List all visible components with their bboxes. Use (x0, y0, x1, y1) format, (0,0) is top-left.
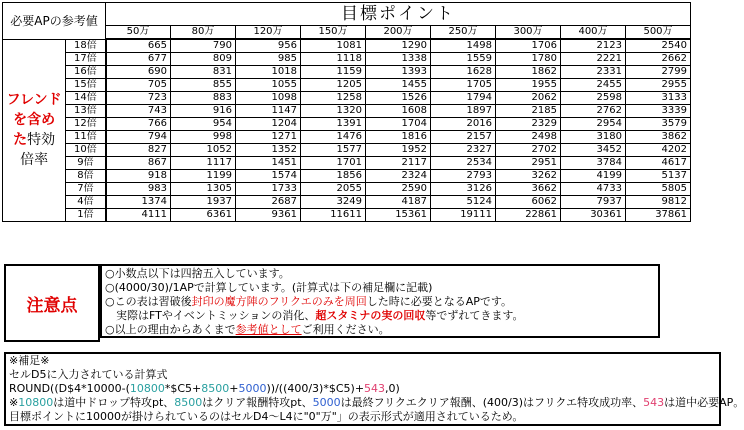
row-multiplier: 8倍 (66, 170, 106, 183)
table-cell: 7937 (561, 196, 626, 209)
table-cell: 2455 (561, 79, 626, 92)
table-cell: 1955 (496, 79, 561, 92)
supp4-g: は最終フリクエクリア報酬、(400/3)はフリクエ特攻成功率、 (340, 396, 644, 409)
column-header: 300万 (496, 26, 561, 40)
table-cell: 3862 (626, 131, 691, 144)
row-multiplier: 18倍 (66, 39, 106, 53)
table-cell: 9361 (236, 209, 301, 222)
table-row (3, 209, 691, 222)
table-cell: 2123 (561, 39, 626, 53)
notice-title: 注意点 (26, 295, 78, 316)
table-row (3, 183, 691, 196)
table-cell: 2329 (496, 118, 561, 131)
table-cell: 2951 (496, 157, 561, 170)
supp4-c: は道中ドロップ特攻pt、 (53, 396, 175, 409)
table-cell: 766 (106, 118, 171, 131)
table-cell: 743 (106, 105, 171, 118)
row-multiplier: 10倍 (66, 144, 106, 157)
table-cell: 1526 (366, 92, 431, 105)
table-cell: 1559 (431, 53, 496, 66)
table-cell: 1706 (496, 39, 561, 53)
notice-line-5-a: ○以上の理由からあくまで (105, 323, 236, 336)
table-cell: 2534 (431, 157, 496, 170)
table-cell: 1393 (366, 66, 431, 79)
notice-line-5 (105, 323, 655, 337)
table-cell: 2799 (626, 66, 691, 79)
table-cell: 1701 (301, 157, 366, 170)
table-cell: 1574 (236, 170, 301, 183)
table-cell: 2590 (366, 183, 431, 196)
notice-line-3 (105, 295, 655, 309)
notice-text-box (100, 264, 660, 338)
row-multiplier: 17倍 (66, 53, 106, 66)
row-multiplier: 9倍 (66, 157, 106, 170)
row-multiplier: 1倍 (66, 209, 106, 222)
formula-c: *$C5+ (164, 382, 202, 395)
table-cell: 1577 (301, 144, 366, 157)
table-cell: 1018 (236, 66, 301, 79)
table-cell: 827 (106, 144, 171, 157)
table-row (3, 131, 691, 144)
table-cell: 5124 (431, 196, 496, 209)
side-label-line2: を含め (13, 112, 56, 129)
table-cell: 1052 (171, 144, 236, 157)
table-cell: 1374 (106, 196, 171, 209)
formula-a: ROUND((D$4*10000-( (9, 382, 130, 395)
table-cell: 3133 (626, 92, 691, 105)
table-cell: 2324 (366, 170, 431, 183)
table-cell: 1098 (236, 92, 301, 105)
table-cell: 3249 (301, 196, 366, 209)
table-cell: 983 (106, 183, 171, 196)
notice-line-1: ○小数点以下は四捨五入しています。 (105, 267, 290, 280)
table-cell: 37861 (626, 209, 691, 222)
supplement-line-2: セルD5に入力されている計算式 (9, 368, 168, 381)
table-cell: 855 (171, 79, 236, 92)
formula-f: 5000 (238, 382, 267, 395)
table-cell: 690 (106, 66, 171, 79)
table-cell: 2955 (626, 79, 691, 92)
row-multiplier: 15倍 (66, 79, 106, 92)
side-label-line3-black: 特効 (27, 132, 56, 149)
table-cell: 3180 (561, 131, 626, 144)
notice-line-5-b: 参考値として (235, 323, 302, 336)
table-cell: 4202 (626, 144, 691, 157)
column-header: 120万 (236, 26, 301, 40)
ap-reference-table (2, 2, 691, 222)
table-row (3, 118, 691, 131)
table-cell: 11611 (301, 209, 366, 222)
table-cell: 4199 (561, 170, 626, 183)
table-cell: 1290 (366, 39, 431, 53)
table-cell: 3784 (561, 157, 626, 170)
supp4-d: 8500 (174, 396, 203, 409)
table-cell: 1628 (431, 66, 496, 79)
table-row (3, 53, 691, 66)
table-row (3, 92, 691, 105)
notice-line-5-c: ご利用ください。 (301, 323, 390, 336)
column-header: 50万 (106, 26, 171, 40)
table-row (3, 196, 691, 209)
side-label-line3-red: た (13, 132, 28, 149)
corner-label: 必要APの参考値 (3, 3, 106, 40)
notice-line-4-c: 等でずれてきます。 (425, 309, 524, 322)
table-cell: 30361 (561, 209, 626, 222)
supplement-formula (9, 382, 716, 396)
table-cell: 831 (171, 66, 236, 79)
table-cell: 916 (171, 105, 236, 118)
row-multiplier: 11倍 (66, 131, 106, 144)
table-cell: 4617 (626, 157, 691, 170)
table-cell: 998 (171, 131, 236, 144)
table-cell: 790 (171, 39, 236, 53)
table-cell: 1271 (236, 131, 301, 144)
table-cell: 3262 (496, 170, 561, 183)
table-cell: 2662 (626, 53, 691, 66)
notice-line-4-b: 超スタミナの実の回収 (315, 309, 426, 322)
table-cell: 1305 (171, 183, 236, 196)
table-cell: 1608 (366, 105, 431, 118)
table-cell: 3126 (431, 183, 496, 196)
formula-b: 10800 (129, 382, 165, 395)
table-cell: 4111 (106, 209, 171, 222)
multiplier-side-label (3, 39, 66, 222)
table-cell: 954 (171, 118, 236, 131)
table-cell: 1258 (301, 92, 366, 105)
supplement-line-1: ※補足※ (9, 354, 50, 367)
table-cell: 1780 (496, 53, 561, 66)
table-cell: 1937 (171, 196, 236, 209)
table-cell: 2055 (301, 183, 366, 196)
table-cell: 2793 (431, 170, 496, 183)
table-cell: 1338 (366, 53, 431, 66)
supplement-line-5: 目標ポイントに10000が掛けられているのはセルD4～L4に"0"万"」の表示形式が適用されているため。 (9, 410, 524, 423)
table-cell: 6361 (171, 209, 236, 222)
side-label-line4: 倍率 (20, 152, 49, 169)
supp4-e: はクリア報酬特攻pt、 (202, 396, 313, 409)
table-cell: 1498 (431, 39, 496, 53)
table-cell: 723 (106, 92, 171, 105)
table-cell: 3339 (626, 105, 691, 118)
table-cell: 2540 (626, 39, 691, 53)
table-cell: 1476 (301, 131, 366, 144)
table-cell: 1055 (236, 79, 301, 92)
formula-g: ))/((400/3)*$C5)+ (266, 382, 365, 395)
supp4-f: 5000 (312, 396, 341, 409)
table-cell: 1733 (236, 183, 301, 196)
table-cell: 1897 (431, 105, 496, 118)
table-cell: 1391 (301, 118, 366, 131)
supp4-a: ※ (9, 396, 19, 409)
formula-i: ,0) (385, 382, 400, 395)
table-cell: 794 (106, 131, 171, 144)
table-cell: 2117 (366, 157, 431, 170)
table-cell: 2687 (236, 196, 301, 209)
table-cell: 2598 (561, 92, 626, 105)
table-cell: 1952 (366, 144, 431, 157)
table-cell: 2702 (496, 144, 561, 157)
table-cell: 3579 (626, 118, 691, 131)
column-header: 400万 (561, 26, 626, 40)
column-header: 80万 (171, 26, 236, 40)
notice-title-box (4, 264, 100, 342)
table-row (3, 39, 691, 53)
table-cell: 3662 (496, 183, 561, 196)
table-cell: 15361 (366, 209, 431, 222)
supplement-line-4 (9, 396, 744, 410)
notice-line-4 (105, 309, 655, 323)
table-cell: 956 (236, 39, 301, 53)
table-cell: 2762 (561, 105, 626, 118)
table-cell: 867 (106, 157, 171, 170)
table-title: 目標ポイント (106, 3, 691, 26)
table-cell: 918 (106, 170, 171, 183)
table-cell: 809 (171, 53, 236, 66)
notice-line-3-a: ○この表は習破後 (105, 295, 192, 308)
row-multiplier: 4倍 (66, 196, 106, 209)
table-cell: 5805 (626, 183, 691, 196)
notice-line-3-c: した時に必要となるAPです。 (366, 295, 513, 308)
table-cell: 1205 (301, 79, 366, 92)
row-multiplier: 14倍 (66, 92, 106, 105)
row-multiplier: 13倍 (66, 105, 106, 118)
table-cell: 1081 (301, 39, 366, 53)
table-cell: 2016 (431, 118, 496, 131)
table-cell: 1816 (366, 131, 431, 144)
table-cell: 2221 (561, 53, 626, 66)
table-cell: 1118 (301, 53, 366, 66)
table-cell: 1704 (366, 118, 431, 131)
table-cell: 883 (171, 92, 236, 105)
table-cell: 1352 (236, 144, 301, 157)
table-cell: 1159 (301, 66, 366, 79)
supp4-b: 10800 (18, 396, 54, 409)
table-cell: 2954 (561, 118, 626, 131)
notice-line-4-a: 実際はFTやイベントミッションの消化、 (105, 309, 316, 322)
side-label-line1: フレンド (6, 92, 62, 109)
table-cell: 2327 (431, 144, 496, 157)
notice-line-2: ○(4000/30)/1APで計算しています。(計算式は下の補足欄に記載) (105, 281, 433, 294)
table-cell: 5137 (626, 170, 691, 183)
supp4-h: 543 (643, 396, 665, 409)
supp4-i: は道中必要AP。 (664, 396, 744, 409)
table-cell: 1862 (496, 66, 561, 79)
table-cell: 1794 (431, 92, 496, 105)
table-row (3, 66, 691, 79)
table-cell: 2062 (496, 92, 561, 105)
table-row (3, 144, 691, 157)
table-row (3, 170, 691, 183)
table-cell: 2331 (561, 66, 626, 79)
table-cell: 19111 (431, 209, 496, 222)
table-cell: 677 (106, 53, 171, 66)
notice-line-3-b: 封印の魔方陣のフリクエのみを周回 (191, 295, 367, 308)
table-cell: 665 (106, 39, 171, 53)
table-cell: 2185 (496, 105, 561, 118)
table-cell: 22861 (496, 209, 561, 222)
table-cell: 985 (236, 53, 301, 66)
table-cell: 1147 (236, 105, 301, 118)
formula-d: 8500 (201, 382, 230, 395)
table-row (3, 157, 691, 170)
table-cell: 6062 (496, 196, 561, 209)
table-cell: 2498 (496, 131, 561, 144)
table-cell: 705 (106, 79, 171, 92)
title-row (3, 3, 691, 26)
table-cell: 4187 (366, 196, 431, 209)
table-cell: 1199 (171, 170, 236, 183)
table-cell: 1451 (236, 157, 301, 170)
table-cell: 1117 (171, 157, 236, 170)
table-cell: 1455 (366, 79, 431, 92)
table-cell: 1204 (236, 118, 301, 131)
column-header: 150万 (301, 26, 366, 40)
formula-h: 543 (364, 382, 386, 395)
column-header: 200万 (366, 26, 431, 40)
formula-e: + (229, 382, 239, 395)
table-cell: 4733 (561, 183, 626, 196)
table-row (3, 79, 691, 92)
table-cell: 1320 (301, 105, 366, 118)
table-row (3, 105, 691, 118)
table-cell: 1856 (301, 170, 366, 183)
table-cell: 9812 (626, 196, 691, 209)
column-header: 250万 (431, 26, 496, 40)
supplement-box (4, 352, 744, 426)
row-multiplier: 12倍 (66, 118, 106, 131)
column-header: 500万 (626, 26, 691, 40)
row-multiplier: 7倍 (66, 183, 106, 196)
table-cell: 3452 (561, 144, 626, 157)
column-header-row (3, 26, 691, 40)
row-multiplier: 16倍 (66, 66, 106, 79)
table-cell: 1705 (431, 79, 496, 92)
table-cell: 2157 (431, 131, 496, 144)
